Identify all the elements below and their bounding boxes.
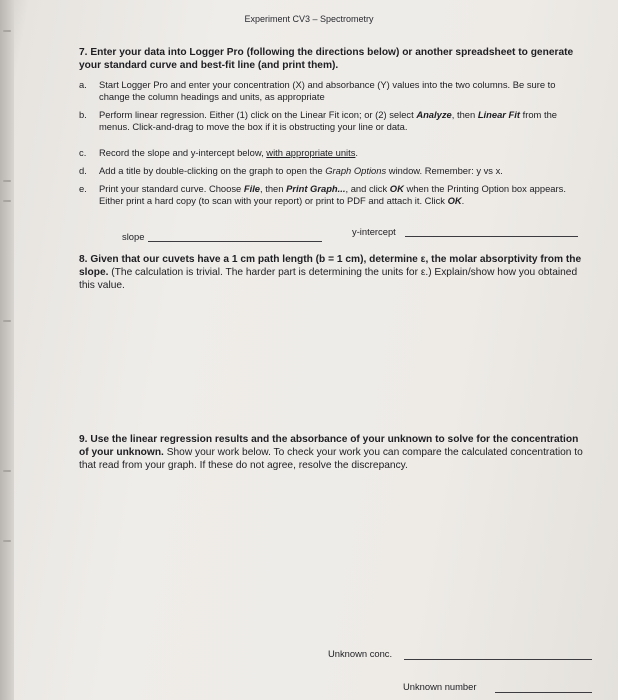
q7-item-d bbox=[79, 165, 585, 177]
y-intercept-label: y-intercept bbox=[352, 226, 396, 237]
q7-item-b bbox=[79, 109, 585, 134]
question-9-number: 9. bbox=[79, 434, 88, 445]
item-letter: c. bbox=[79, 147, 87, 158]
item-text: Add a title by double-clicking on the graph to open the Graph Options window. Remember: y vs x. bbox=[99, 165, 503, 176]
question-9 bbox=[79, 433, 585, 473]
item-text: Record the slope and y-intercept below, with appropriate units. bbox=[99, 147, 359, 158]
slope-label: slope bbox=[122, 231, 145, 242]
unknown-conc-answer-line[interactable] bbox=[404, 659, 592, 660]
item-text: Perform linear regression. Either (1) click on the Linear Fit icon; or (2) select Analyze, then Linear Fit from the menus. Click-and-drag to move the box if it is obstructing your line or data. bbox=[99, 109, 558, 133]
unknown-number-answer-line[interactable] bbox=[495, 692, 592, 693]
item-letter: b. bbox=[79, 109, 87, 120]
question-8-bold: Given that our cuvets have a 1 cm path length (b = 1 cm), determine ε, the molar absorptivity from the slope. bbox=[79, 254, 582, 279]
q7-item-c bbox=[79, 147, 585, 159]
question-8-text: (The calculation is trivial. The harder part is determining the units for ε.) Explain/show how you obtained this value. bbox=[79, 267, 578, 292]
item-text: Print your standard curve. Choose File, then Print Graph..., and click OK when the Printing Option box appears. Either print a hard copy (to scan with your report) or print to PDF and attach it. Click OK. bbox=[99, 183, 566, 207]
question-7-prompt: Enter your data into Logger Pro (following the directions below) or another spreadsheet to generate your standard curve and best-fit line (and print them). bbox=[79, 47, 574, 72]
unknown-conc-label: Unknown conc. bbox=[328, 648, 393, 659]
question-8-number: 8. bbox=[79, 254, 88, 265]
item-letter: d. bbox=[79, 165, 87, 176]
item-text: Start Logger Pro and enter your concentration (X) and absorbance (Y) values into the two columns. Be sure to change the column headings and units, as appropriate bbox=[99, 79, 556, 103]
question-7-number: 7. bbox=[79, 47, 88, 58]
item-letter: e. bbox=[79, 183, 87, 194]
page-header: Experiment CV3 – Spectrometry bbox=[244, 14, 374, 24]
slope-answer-line[interactable] bbox=[148, 241, 322, 242]
y-intercept-answer-line[interactable] bbox=[405, 236, 578, 237]
question-8 bbox=[79, 253, 585, 293]
q7-item-a bbox=[79, 79, 585, 104]
q7-item-e bbox=[79, 183, 585, 208]
page-binding-edge bbox=[0, 0, 14, 700]
item-letter: a. bbox=[79, 79, 87, 90]
unknown-number-label: Unknown number bbox=[403, 681, 477, 692]
question-9-bold: Use the linear regression results and the absorbance of your unknown to solve for the concentration of your unknown. bbox=[79, 434, 579, 459]
question-7 bbox=[79, 46, 585, 72]
question-9-text: Show your work below. To check your work you can compare the calculated concentration to that read from your graph. If these do not agree, resolve the discrepancy. bbox=[79, 447, 583, 472]
